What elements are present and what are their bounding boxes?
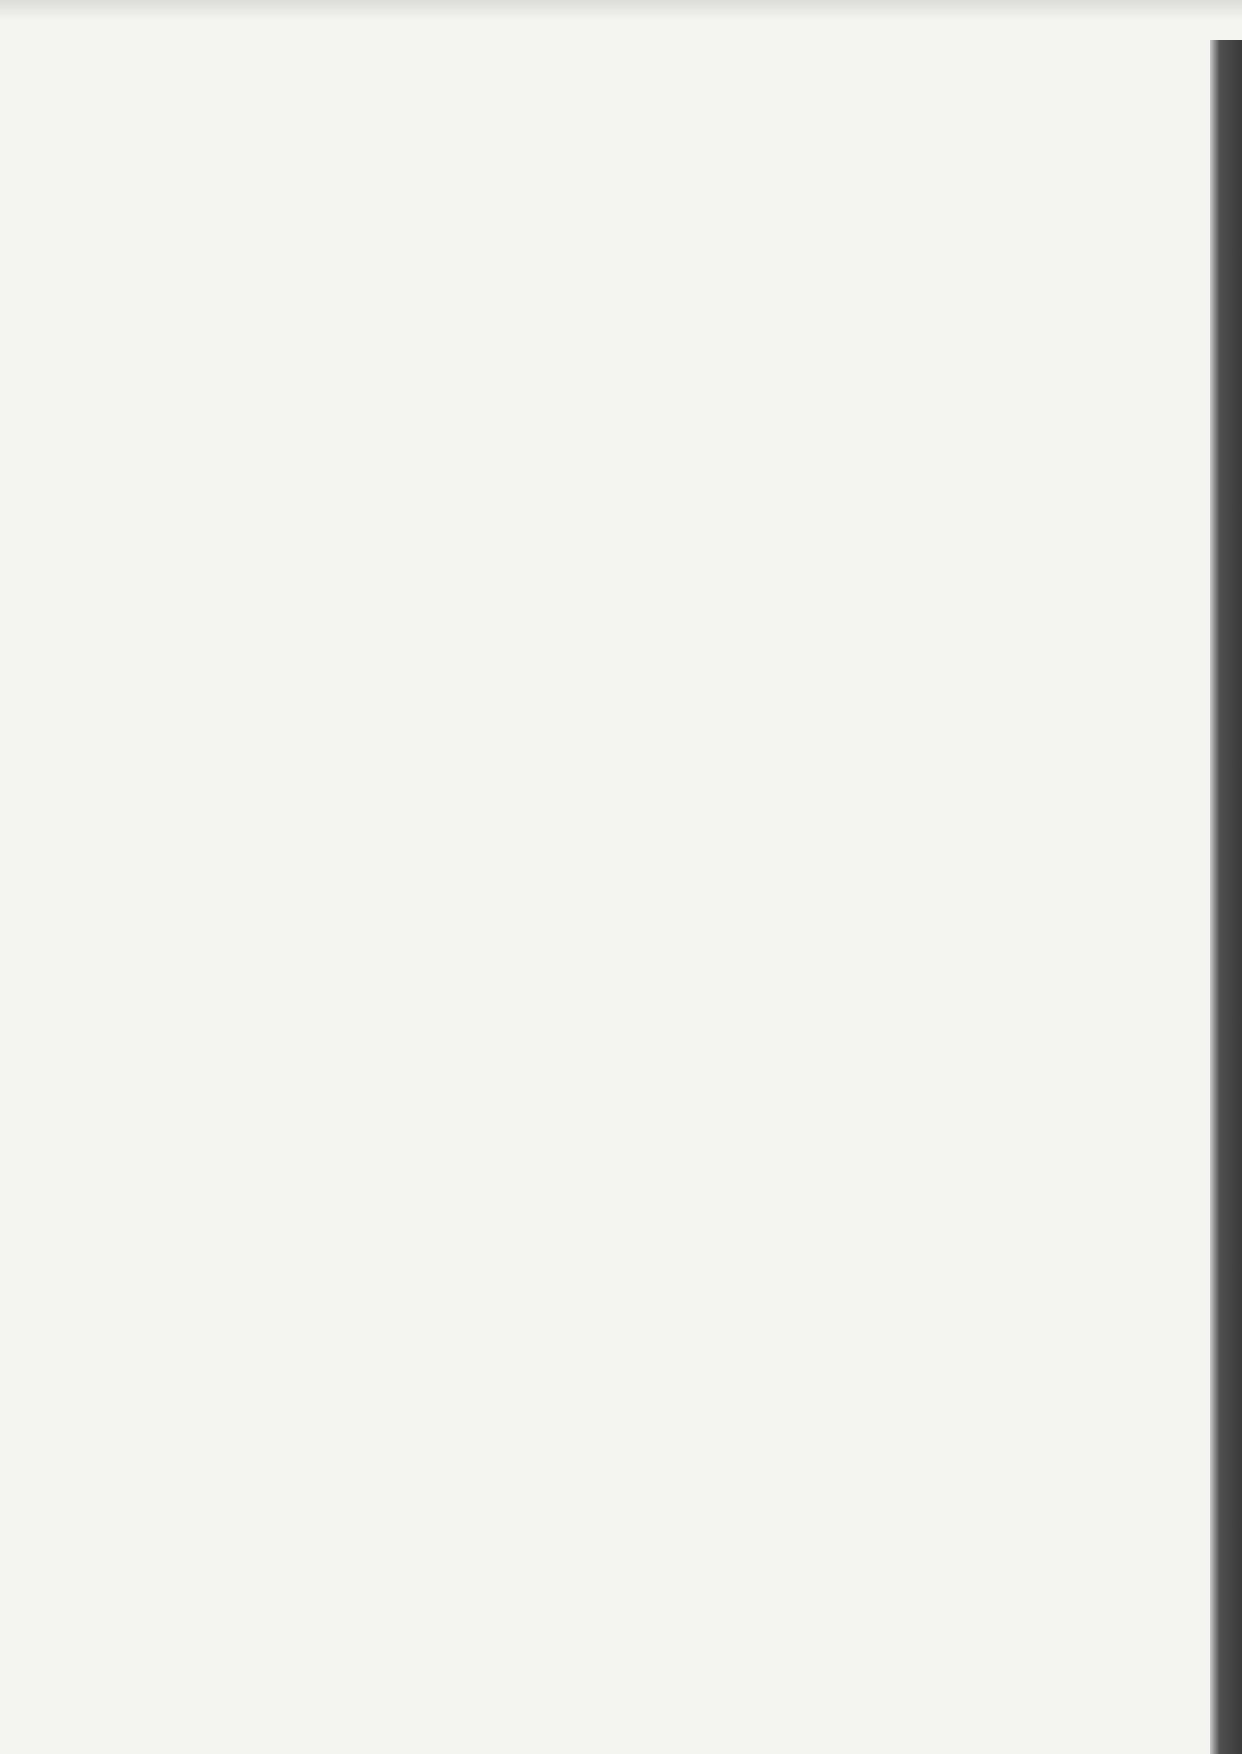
scanner-page-edge (1210, 40, 1242, 1754)
scan-top-shadow (0, 0, 1242, 20)
